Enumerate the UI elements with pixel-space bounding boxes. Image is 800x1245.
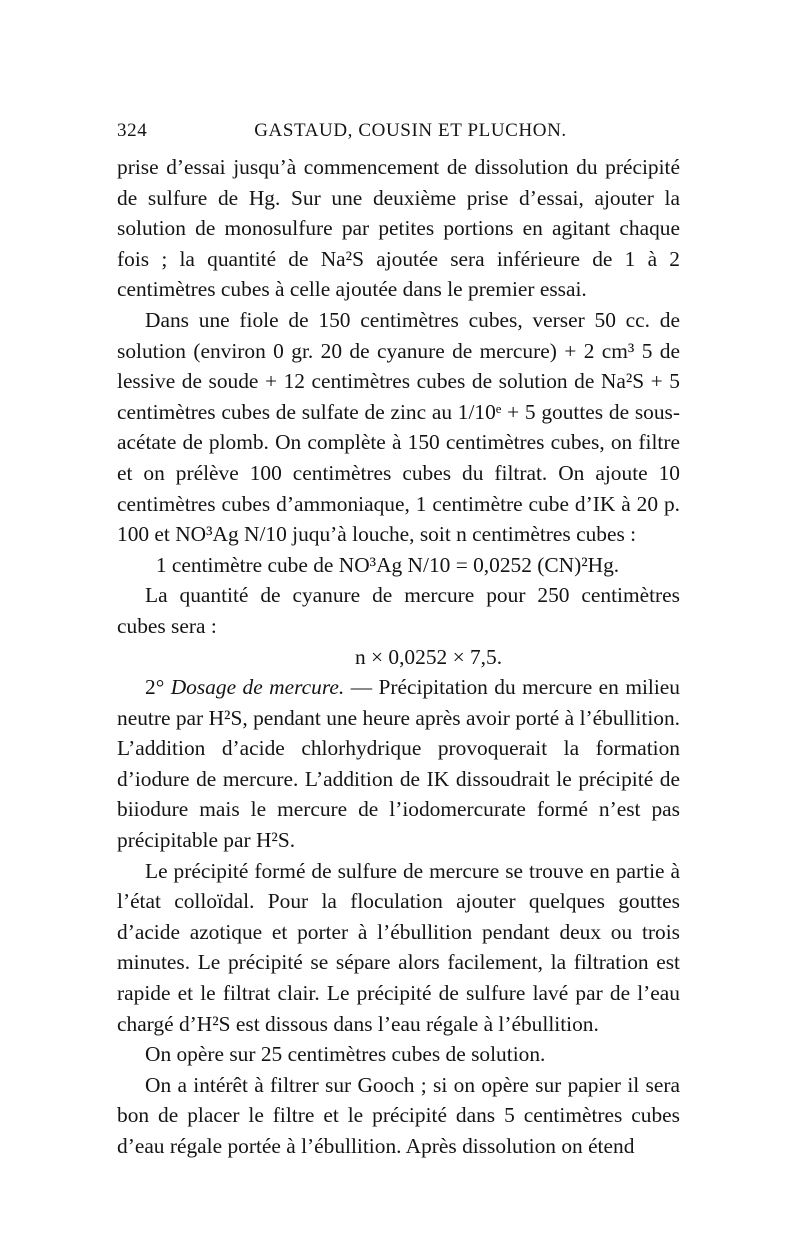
section-heading: Dosage de mercure.	[170, 675, 345, 700]
page-header	[117, 120, 680, 146]
formula-2: n × 0,0252 × 7,5.	[354, 644, 503, 669]
paragraph-1: prise d’essai jusqu’à commencement de dissolution du précipité de sulfure de Hg. Sur une deuxième prise d’essai, ajouter la solution de monosulfure par petites portions en agitant chaque fois ; la quantité de Na²S ajoutée sera inférieure de 1 à 2 centimètres cubes à celle ajoutée dans le premier essai.	[117, 155, 680, 302]
body-text	[117, 152, 680, 1162]
paragraph-6: On opère sur 25 centimètres cubes de solution.	[145, 1042, 546, 1067]
paragraph-3: La quantité de cyanure de mercure pour 250 centimètres cubes sera :	[117, 583, 680, 638]
paragraph-2: Dans une fiole de 150 centimètres cubes, verser 50 cc. de solution (environ 0 gr. 20 de cyanure de mercure) + 2 cm³ 5 de lessive de soude + 12 centimètres cubes de solution de Na²S + 5 centimètres cubes de sulfate de zinc au 1/10ᵉ + 5 gouttes de sous-acétate de plomb. On complète à 150 centimètres cubes, on filtre et on prélève 100 centimètres cubes du filtrat. On ajoute 10 centimètres cubes d’ammoniaque, 1 centimètre cube d’IK à 20 p. 100 et NO³Ag N/10 juqu’à louche, soit n centimètres cubes :	[117, 307, 680, 547]
paragraph-5: Le précipité formé de sulfure de mercure se trouve en partie à l’état colloïdal. Pour la floculation ajouter quelques gouttes d’acide azotique et porter à l’ébullition pendant deux ou trois minutes. Le précipité se sépare alors facilement, la filtration est rapide et le filtrat clair. Le précipité de sulfure lavé par de l’eau chargé d’H²S est dissous dans l’eau régale à l’ébullition.	[117, 858, 680, 1036]
page-number: 324	[117, 120, 148, 141]
section-number: 2°	[145, 675, 165, 700]
paragraph-4-text: — Précipitation du mercure en milieu neutre par H²S, pendant une heure après avoir porté à l’ébullition. L’addition d’acide chlorhydrique provoquerait la formation d’iodure de mercure. L’addition de IK dissoudrait le précipité de biiodure mais le mercure de l’iodomercurate formé n’est pas précipitable par H²S.	[117, 675, 680, 853]
formula-1: 1 centimètre cube de NO³Ag N/10 = 0,0252 (CN)²Hg.	[155, 552, 620, 577]
running-head: GASTAUD, COUSIN ET PLUCHON.	[254, 120, 567, 141]
paragraph-7: On a intérêt à filtrer sur Gooch ; si on opère sur papier il sera bon de placer le filtre et le précipité dans 5 centimètres cubes d’eau régale portée à l’ébullition. Après dissolution on étend	[117, 1072, 680, 1158]
paragraph-4	[117, 672, 680, 856]
